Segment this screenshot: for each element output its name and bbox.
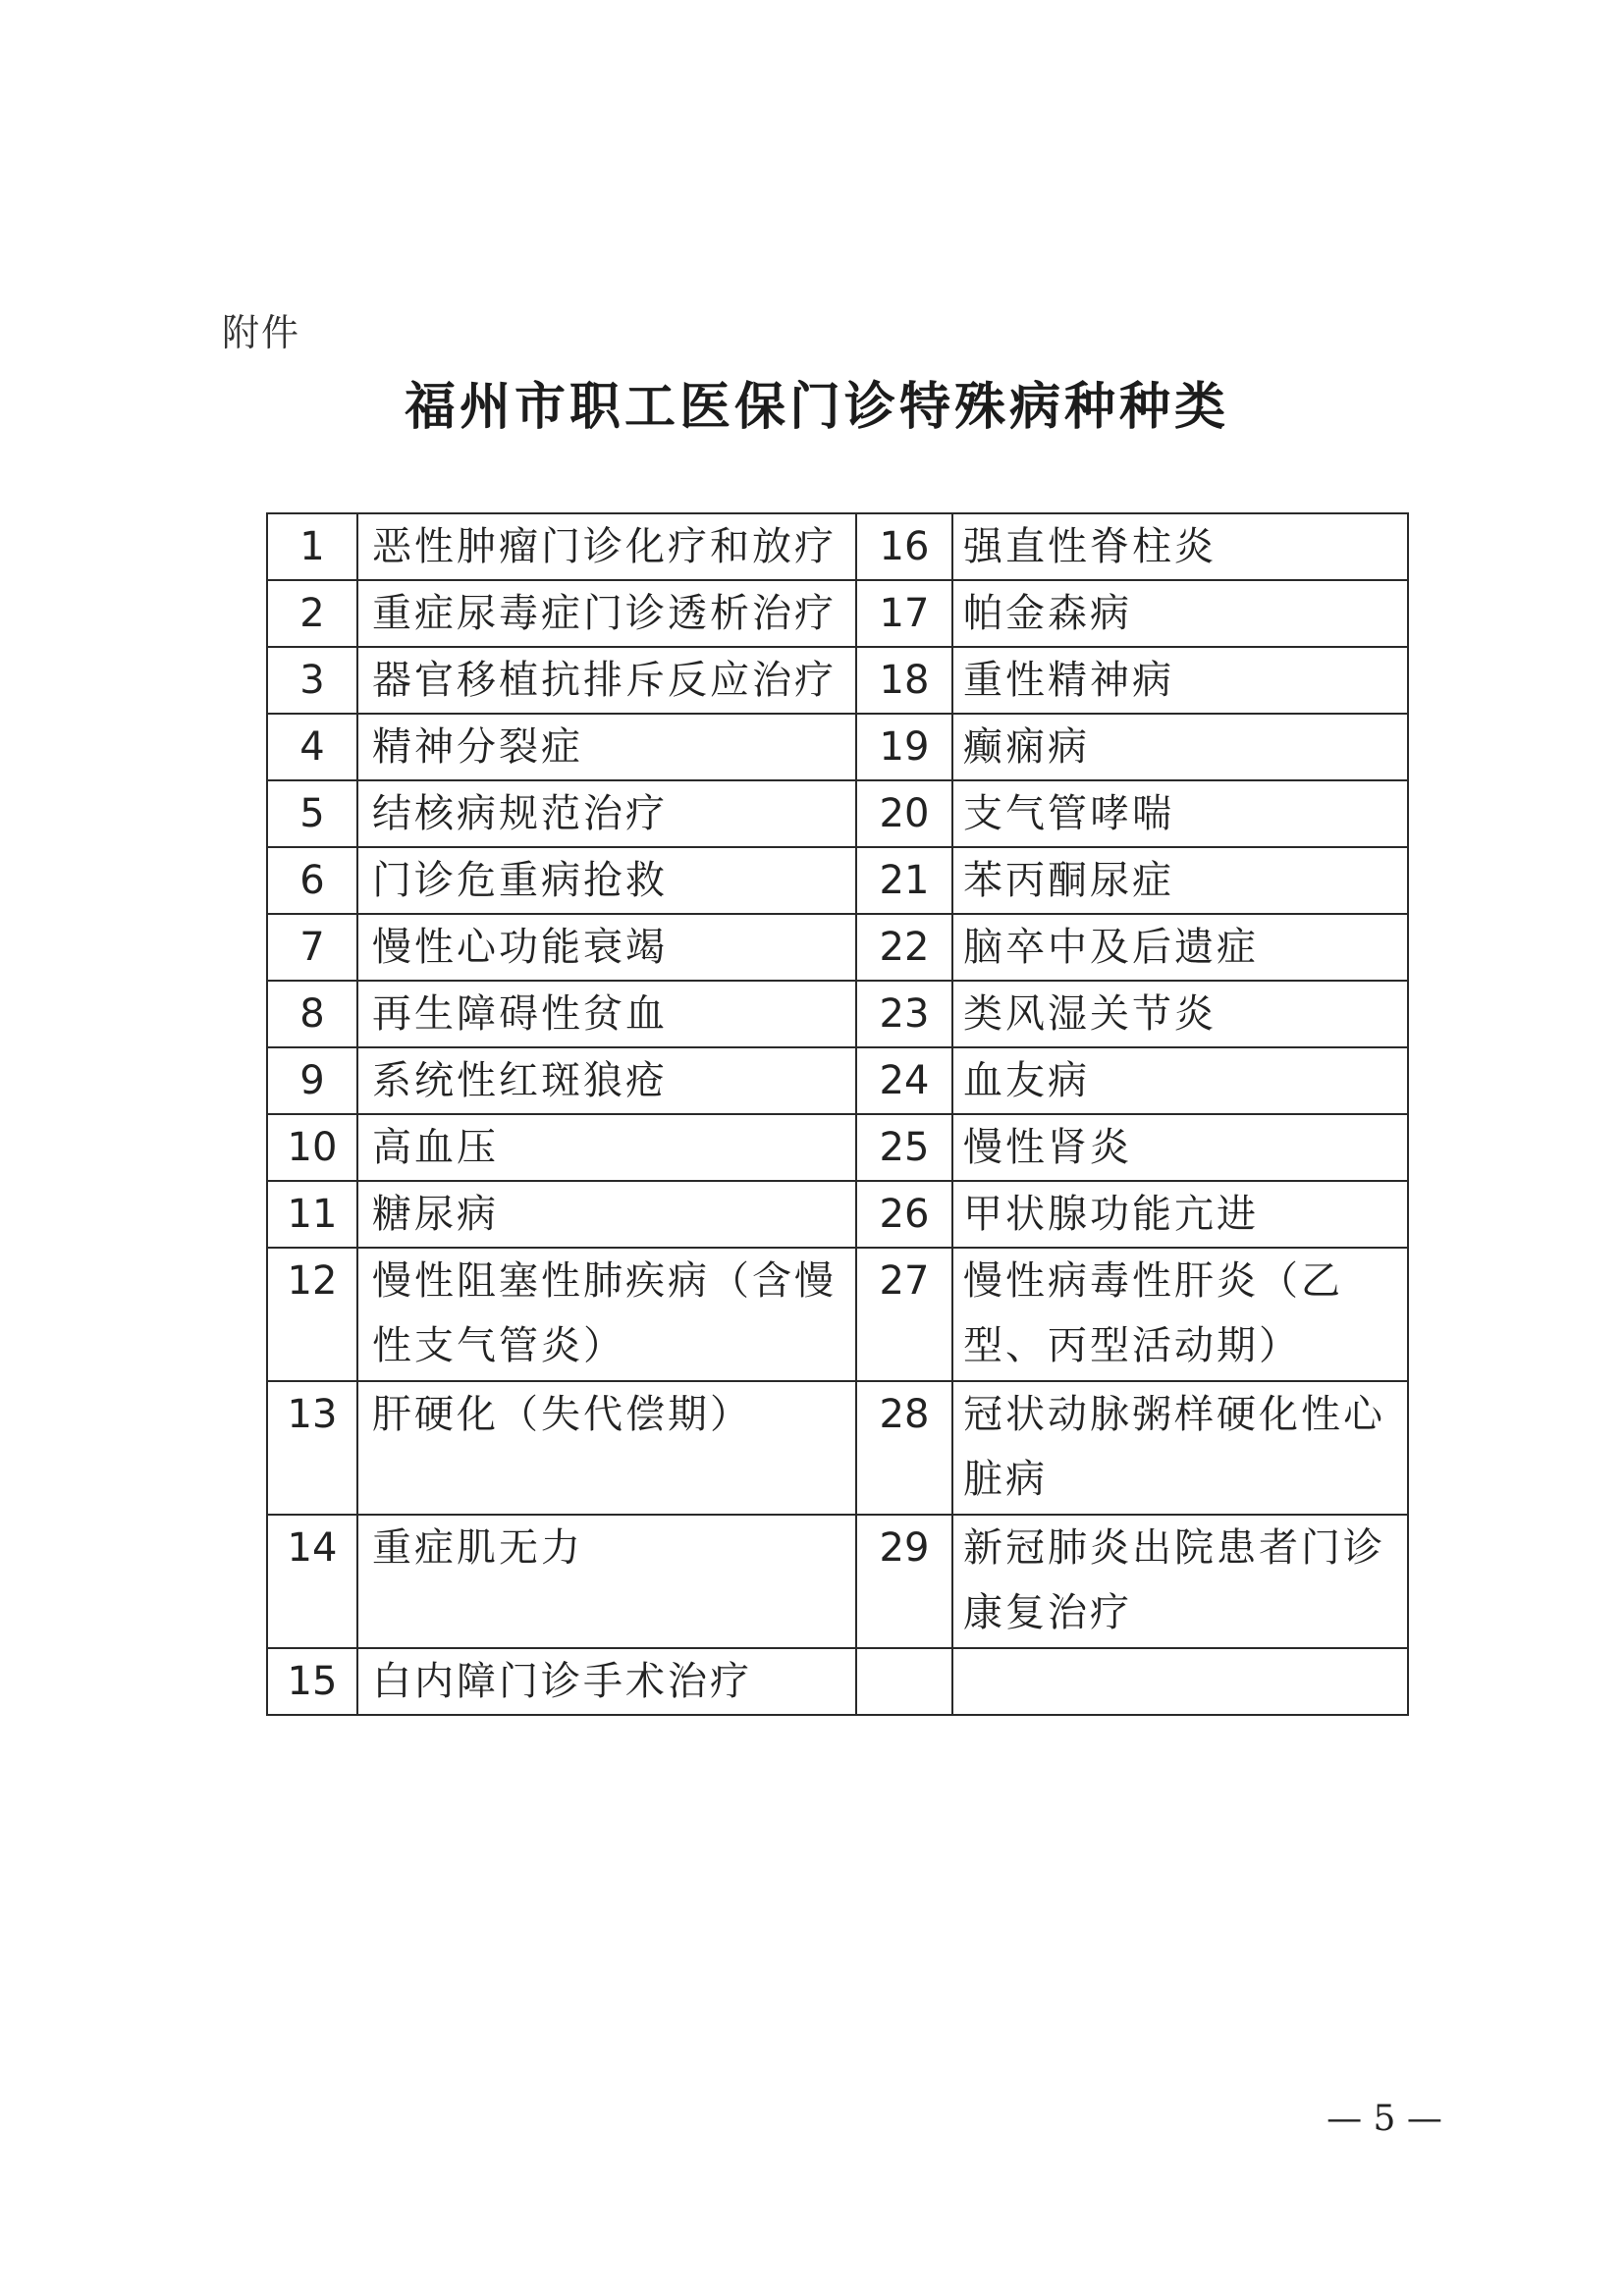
disease-name: 重症尿毒症门诊透析治疗 — [357, 580, 856, 647]
table-row — [267, 914, 1408, 981]
disease-name: 类风湿关节炎 — [952, 981, 1408, 1047]
table-row — [267, 981, 1408, 1047]
row-number: 18 — [856, 647, 952, 714]
row-number: 24 — [856, 1047, 952, 1114]
row-number: 14 — [267, 1515, 357, 1648]
disease-name: 重症肌无力 — [357, 1515, 856, 1648]
disease-name: 血友病 — [952, 1047, 1408, 1114]
row-number: 9 — [267, 1047, 357, 1114]
table-row — [267, 847, 1408, 914]
disease-name: 甲状腺功能亢进 — [952, 1181, 1408, 1248]
disease-name: 苯丙酮尿症 — [952, 847, 1408, 914]
page-title: 福州市职工医保门诊特殊病种种类 — [404, 378, 1229, 437]
disease-name — [952, 1648, 1408, 1715]
row-number: 26 — [856, 1181, 952, 1248]
table-row — [267, 580, 1408, 647]
disease-name: 冠状动脉粥样硬化性心脏病 — [952, 1381, 1408, 1515]
row-number: 1 — [267, 513, 357, 580]
table-row — [267, 1181, 1408, 1248]
row-number: 22 — [856, 914, 952, 981]
disease-name: 结核病规范治疗 — [357, 780, 856, 847]
table-row — [267, 1047, 1408, 1114]
disease-name: 脑卒中及后遗症 — [952, 914, 1408, 981]
disease-name: 慢性肾炎 — [952, 1114, 1408, 1181]
row-number: 20 — [856, 780, 952, 847]
row-number: 6 — [267, 847, 357, 914]
disease-name: 恶性肿瘤门诊化疗和放疗 — [357, 513, 856, 580]
disease-table — [266, 512, 1409, 1716]
table-row — [267, 647, 1408, 714]
row-number: 11 — [267, 1181, 357, 1248]
disease-name: 新冠肺炎出院患者门诊康复治疗 — [952, 1515, 1408, 1648]
row-number: 23 — [856, 981, 952, 1047]
row-number: 16 — [856, 513, 952, 580]
table-row — [267, 780, 1408, 847]
disease-name: 器官移植抗排斥反应治疗 — [357, 647, 856, 714]
row-number: 4 — [267, 714, 357, 780]
row-number: 13 — [267, 1381, 357, 1515]
page-number: — 5 — — [1326, 2099, 1442, 2139]
disease-name: 高血压 — [357, 1114, 856, 1181]
row-number: 27 — [856, 1248, 952, 1381]
row-number: 25 — [856, 1114, 952, 1181]
disease-name: 支气管哮喘 — [952, 780, 1408, 847]
disease-name: 强直性脊柱炎 — [952, 513, 1408, 580]
row-number: 17 — [856, 580, 952, 647]
table-row — [267, 1515, 1408, 1648]
row-number: 15 — [267, 1648, 357, 1715]
table-row — [267, 1648, 1408, 1715]
row-number: 12 — [267, 1248, 357, 1381]
disease-name: 精神分裂症 — [357, 714, 856, 780]
row-number: 7 — [267, 914, 357, 981]
row-number: 29 — [856, 1515, 952, 1648]
row-number: 8 — [267, 981, 357, 1047]
disease-name: 慢性阻塞性肺疾病（含慢性支气管炎） — [357, 1248, 856, 1381]
disease-name: 癫痫病 — [952, 714, 1408, 780]
disease-name: 糖尿病 — [357, 1181, 856, 1248]
table-row — [267, 513, 1408, 580]
row-number: 2 — [267, 580, 357, 647]
disease-name: 白内障门诊手术治疗 — [357, 1648, 856, 1715]
disease-name: 帕金森病 — [952, 580, 1408, 647]
disease-name: 门诊危重病抢救 — [357, 847, 856, 914]
disease-name: 慢性病毒性肝炎（乙型、丙型活动期） — [952, 1248, 1408, 1381]
table-row — [267, 1248, 1408, 1381]
disease-name: 肝硬化（失代偿期） — [357, 1381, 856, 1515]
table-row — [267, 1114, 1408, 1181]
table-row — [267, 714, 1408, 780]
disease-name: 慢性心功能衰竭 — [357, 914, 856, 981]
row-number: 10 — [267, 1114, 357, 1181]
disease-name: 再生障碍性贫血 — [357, 981, 856, 1047]
row-number: 28 — [856, 1381, 952, 1515]
disease-name: 重性精神病 — [952, 647, 1408, 714]
row-number: 21 — [856, 847, 952, 914]
attachment-label: 附件 — [222, 311, 301, 354]
row-number: 3 — [267, 647, 357, 714]
row-number — [856, 1648, 952, 1715]
table-row — [267, 1381, 1408, 1515]
disease-name: 系统性红斑狼疮 — [357, 1047, 856, 1114]
row-number: 5 — [267, 780, 357, 847]
row-number: 19 — [856, 714, 952, 780]
